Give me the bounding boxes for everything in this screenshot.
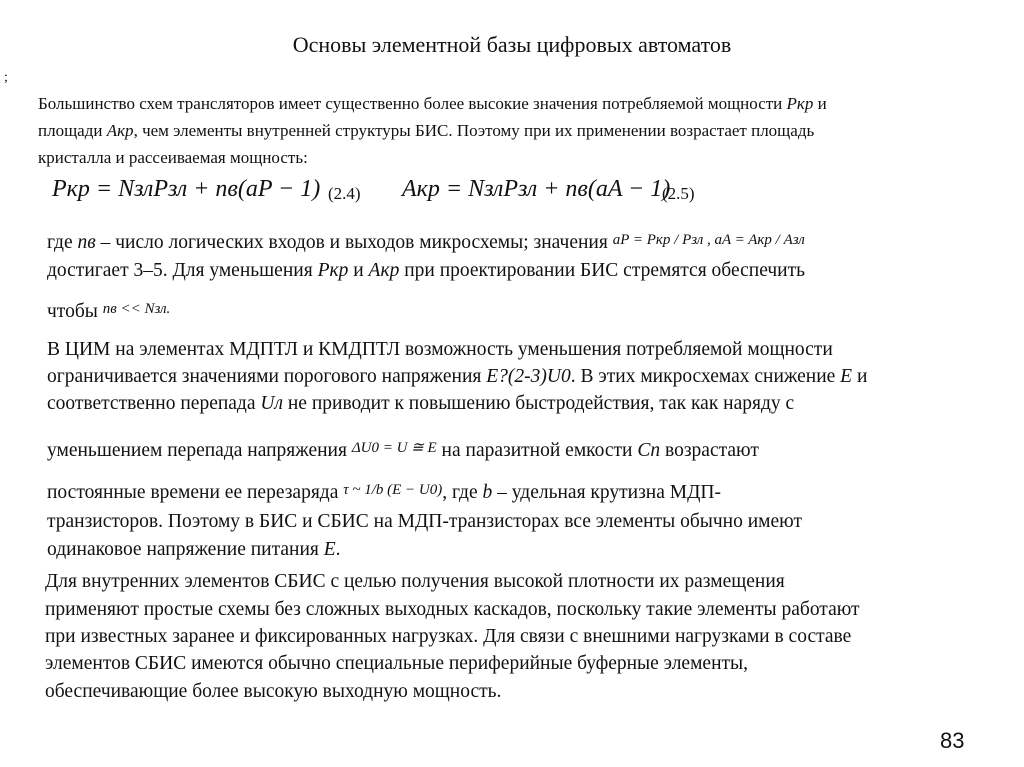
para3-line: одинаковое напряжение питания E. (47, 539, 341, 560)
para4-line: применяют простые схемы без сложных выходных каскадов, поскольку такие элементы работают (45, 599, 860, 620)
para3-line: уменьшением перепада напряжения $^{\Delta U0 = U ≅ E}$ на паразитной емкости Cп возрастают (47, 440, 759, 461)
marker: ; (4, 70, 8, 85)
para3-line: постоянные времени ее перезаряда $^{\tau \sim 1/b (E - U0)}$, где b – удельная крутизна МДП- (47, 482, 721, 503)
para1-line: Большинство схем трансляторов имеет существенно более высокие значения потребляемой мощности Pкр и (38, 94, 827, 113)
formula-2-4-label: (2.4) (328, 184, 361, 203)
formula-2-5: Aкр = NзлPзл + nв(aA − 1) (402, 176, 671, 202)
para4-line: Для внутренних элементов СБИС с целью получения высокой плотности их размещения (45, 571, 785, 592)
para2-line: где nв – число логических входов и выходов микросхемы; значения $^{aP = Pкр / Pзл , aA = Aкр / Aзл}$ (47, 232, 805, 253)
ratio-formula: aP = Pкр / Pзл , aA = Aкр / Aзл (612, 232, 805, 248)
para2-line: достигает 3–5. Для уменьшения Pкр и Aкр при проектировании БИС стремятся обеспечить (47, 260, 806, 281)
para4-line: элементов СБИС имеются обычно специальные периферийные буферные элементы, (45, 653, 749, 674)
para3-line: транзисторов. Поэтому в БИС и СБИС на МДП-транзисторах все элементы обычно имеют (47, 511, 803, 532)
slide-title: Основы элементной базы цифровых автоматов (292, 32, 732, 57)
para1-line: кристалла и рассеиваемая мощность: (38, 148, 308, 167)
para3-line: соответственно перепада Uл не приводит к повышению быстродействия, так как наряду с (47, 393, 795, 414)
formula-2-5-label: (2.5) (662, 184, 695, 203)
formula-2-4: Pкр = NзлPзл + nв(aP − 1) (52, 176, 321, 202)
page-number: 83 (940, 728, 965, 753)
para1-line: площади Aкр, чем элементы внутренней структуры БИС. Поэтому при их применении возрастает площадь (38, 121, 815, 140)
para3-line: В ЦИМ на элементах МДПТЛ и КМДПТЛ возможность уменьшения потребляемой мощности (47, 339, 833, 360)
para2-line: чтобы $^{nв << Nзл.}$ (47, 301, 171, 322)
para4-line: обеспечивающие более высокую выходную мощность. (45, 681, 502, 702)
para3-line: ограничивается значениями порогового напряжения E?(2-3)U0. В этих микросхемах снижение E и (47, 366, 868, 387)
para4-line: при известных заранее и фиксированных нагрузках. Для связи с внешними нагрузками в составе (45, 626, 852, 647)
